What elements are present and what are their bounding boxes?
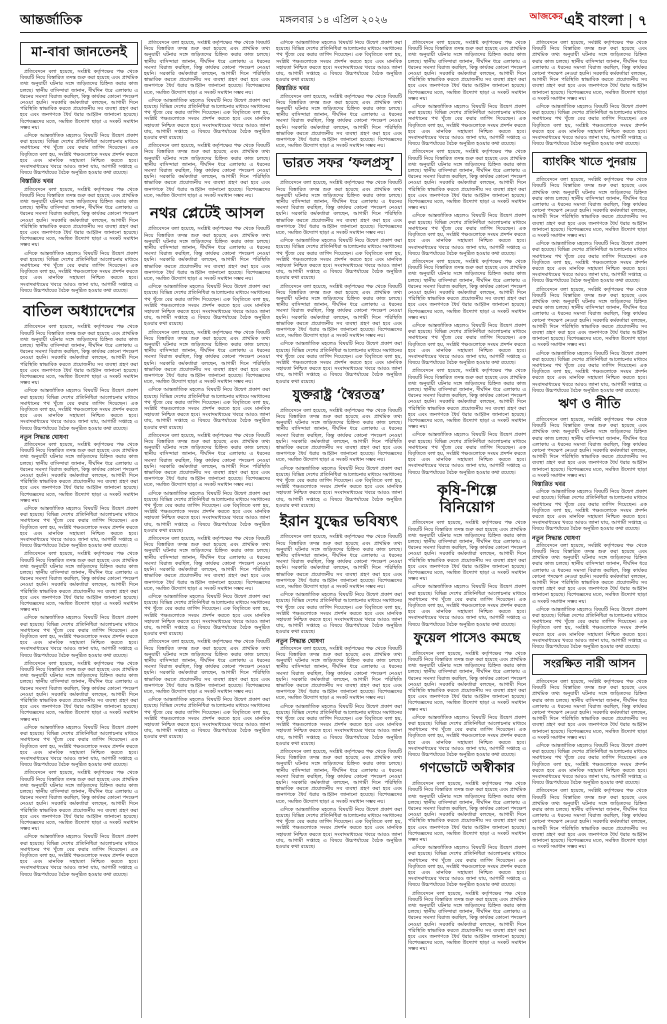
article-headline: ঋণ ও নীতি: [558, 397, 621, 412]
article-columns: [20, 40, 647, 1018]
column-divider: [405, 40, 406, 1018]
article-body: প্রতিবেদনে বলা হয়েছে, সংশ্লিষ্ট কর্তৃপক্ষের পক্ষ থেকে বিষয়টি নিয়ে বিস্তারিত তদন্ত শুরু করা হয়েছে এবং প্রাথমিক তথ্য অনুযায়ী ঘটনার সঙ্গে জড়িতদের চিহ্নিত করার কাজ চলছে। স্থানীয় বাসিন্দারা জানান, দীর্ঘদিন ধরে এলাকায় এ ধরনের সমস্যা বিরাজ করছিল, কিন্তু কার্যকর কোনো পদক্ষেপ নেওয়া হয়নি। সরকারি কর্মকর্তারা বলছেন, আগামী দিনে পরিস্থিতি স্বাভাবিক করতে প্রয়োজনীয় সব ব্যবস্থা গ্রহণ করা হবে এবং জনগণকে ধৈর্য ধরার আহ্বান জানানো হয়েছে। বিশেষজ্ঞদের মতে, সমন্বিত উদ্যোগ ছাড়া এ সংকট সমাধান সম্ভব নয়। এদিকে আন্তর্জাতিক মহলেও বিষয়টি নিয়ে উদ্বেগ প্রকাশ করা হয়েছে। বিভিন্ন দেশের প্রতিনিধিরা আলোচনার মাধ্যমে সমাধানের পথ খুঁজে বের করার তাগিদ দিয়েছেন। এক বিবৃতিতে বলা হয়, সংশ্লিষ্ট পক্ষগুলোকে সংযম প্রদর্শন করতে হবে এবং মানবিক সহায়তা নিশ্চিত করতে হবে। সংবাদমাধ্যমের খবরে আরও জানা যায়, আগামী সপ্তাহে এ বিষয়ে উচ্চপর্যায়ের বৈঠক অনুষ্ঠিত হওয়ার কথা রয়েছে।: [408, 520, 526, 628]
column-2: [144, 40, 402, 1018]
article-body: প্রতিবেদনে বলা হয়েছে, সংশ্লিষ্ট কর্তৃপক্ষের পক্ষ থেকে বিষয়টি নিয়ে বিস্তারিত তদন্ত শুরু করা হয়েছে এবং প্রাথমিক তথ্য অনুযায়ী ঘটনার সঙ্গে জড়িতদের চিহ্নিত করার কাজ চলছে। স্থানীয় বাসিন্দারা জানান, দীর্ঘদিন ধরে এলাকায় এ ধরনের সমস্যা বিরাজ করছিল, কিন্তু কার্যকর কোনো পদক্ষেপ নেওয়া হয়নি। সরকারি কর্মকর্তারা বলছেন, আগামী দিনে পরিস্থিতি স্বাভাবিক করতে প্রয়োজনীয় সব ব্যবস্থা গ্রহণ করা হবে এবং জনগণকে ধৈর্য ধরার আহ্বান জানানো হয়েছে। বিশেষজ্ঞদের মতে, সমন্বিত উদ্যোগ ছাড়া এ সংকট সমাধান সম্ভব নয়। এদিকে আন্তর্জাতিক মহলেও বিষয়টি নিয়ে উদ্বেগ প্রকাশ করা হয়েছে। বিভিন্ন দেশের প্রতিনিধিরা আলোচনার মাধ্যমে সমাধানের পথ খুঁজে বের করার তাগিদ দিয়েছেন। এক বিবৃতিতে বলা হয়, সংশ্লিষ্ট পক্ষগুলোকে সংযম প্রদর্শন করতে হবে এবং মানবিক সহায়তা নিশ্চিত করতে হবে। সংবাদমাধ্যমের খবরে আরও জানা যায়, আগামী সপ্তাহে এ বিষয়ে উচ্চপর্যায়ের বৈঠক অনুষ্ঠিত হওয়ার কথা রয়েছে। প্রতিবেদনে বলা হয়েছে, সংশ্লিষ্ট কর্তৃপক্ষের পক্ষ থেকে বিষয়টি নিয়ে বিস্তারিত তদন্ত শুরু করা হয়েছে এবং প্রাথমিক তথ্য অনুযায়ী ঘটনার সঙ্গে জড়িতদের চিহ্নিত করার কাজ চলছে। স্থানীয় বাসিন্দারা জানান, দীর্ঘদিন ধরে এলাকায় এ ধরনের সমস্যা বিরাজ করছিল, কিন্তু কার্যকর কোনো পদক্ষেপ নেওয়া হয়নি। সরকারি কর্মকর্তারা বলছেন, আগামী দিনে পরিস্থিতি স্বাভাবিক করতে প্রয়োজনীয় সব ব্যবস্থা গ্রহণ করা হবে এবং জনগণকে ধৈর্য ধরার আহ্বান জানানো হয়েছে। বিশেষজ্ঞদের মতে, সমন্বিত উদ্যোগ ছাড়া এ সংকট সমাধান সম্ভব নয়। এদিকে আন্তর্জাতিক মহলেও বিষয়টি নিয়ে উদ্বেগ প্রকাশ করা হয়েছে। বিভিন্ন দেশের প্রতিনিধিরা আলোচনার মাধ্যমে সমাধানের পথ খুঁজে বের করার তাগিদ দিয়েছেন। এক বিবৃতিতে বলা হয়, সংশ্লিষ্ট পক্ষগুলোকে সংযম প্রদর্শন করতে হবে এবং মানবিক সহায়তা নিশ্চিত করতে হবে। সংবাদমাধ্যমের খবরে আরও জানা যায়, আগামী সপ্তাহে এ বিষয়ে উচ্চপর্যায়ের বৈঠক অনুষ্ঠিত হওয়ার কথা রয়েছে। প্রতিবেদনে বলা হয়েছে, সংশ্লিষ্ট কর্তৃপক্ষের পক্ষ থেকে বিষয়টি নিয়ে বিস্তারিত তদন্ত শুরু করা হয়েছে এবং প্রাথমিক তথ্য অনুযায়ী ঘটনার সঙ্গে জড়িতদের চিহ্নিত করার কাজ চলছে। স্থানীয় বাসিন্দারা জানান, দীর্ঘদিন ধরে এলাকায় এ ধরনের সমস্যা বিরাজ করছিল, কিন্তু কার্যকর কোনো পদক্ষেপ নেওয়া হয়নি। সরকারি কর্মকর্তারা বলছেন, আগামী দিনে পরিস্থিতি স্বাভাবিক করতে প্রয়োজনীয় সব ব্যবস্থা গ্রহণ করা হবে এবং জনগণকে ধৈর্য ধরার আহ্বান জানানো হয়েছে। বিশেষজ্ঞদের মতে, সমন্বিত উদ্যোগ ছাড়া এ সংকট সমাধান সম্ভব নয়। এদিকে আন্তর্জাতিক মহলেও বিষয়টি নিয়ে উদ্বেগ প্রকাশ করা হয়েছে। বিভিন্ন দেশের প্রতিনিধিরা আলোচনার মাধ্যমে সমাধানের পথ খুঁজে বের করার তাগিদ দিয়েছেন। এক বিবৃতিতে বলা হয়, সংশ্লিষ্ট পক্ষগুলোকে সংযম প্রদর্শন করতে হবে এবং মানবিক সহায়তা নিশ্চিত করতে হবে। সংবাদমাধ্যমের খবরে আরও জানা যায়, আগামী সপ্তাহে এ বিষয়ে উচ্চপর্যায়ের বৈঠক অনুষ্ঠিত হওয়ার কথা রয়েছে। প্রতিবেদনে বলা হয়েছে, সংশ্লিষ্ট কর্তৃপক্ষের পক্ষ থেকে বিষয়টি নিয়ে বিস্তারিত তদন্ত শুরু করা হয়েছে এবং প্রাথমিক তথ্য অনুযায়ী ঘটনার সঙ্গে জড়িতদের চিহ্নিত করার কাজ চলছে। স্থানীয় বাসিন্দারা জানান, দীর্ঘদিন ধরে এলাকায় এ ধরনের সমস্যা বিরাজ করছিল, কিন্তু কার্যকর কোনো পদক্ষেপ নেওয়া হয়নি। সরকারি কর্মকর্তারা বলছেন, আগামী দিনে পরিস্থিতি স্বাভাবিক করতে প্রয়োজনীয় সব ব্যবস্থা গ্রহণ করা হবে এবং জনগণকে ধৈর্য ধরার আহ্বান জানানো হয়েছে। বিশেষজ্ঞদের মতে, সমন্বিত উদ্যোগ ছাড়া এ সংকট সমাধান সম্ভব নয়। এদিকে আন্তর্জাতিক মহলেও বিষয়টি নিয়ে উদ্বেগ প্রকাশ করা হয়েছে। বিভিন্ন দেশের প্রতিনিধিরা আলোচনার মাধ্যমে সমাধানের পথ খুঁজে বের করার তাগিদ দিয়েছেন। এক বিবৃতিতে বলা হয়, সংশ্লিষ্ট পক্ষগুলোকে সংযম প্রদর্শন করতে হবে এবং মানবিক সহায়তা নিশ্চিত করতে হবে। সংবাদমাধ্যমের খবরে আরও জানা যায়, আগামী সপ্তাহে এ বিষয়ে উচ্চপর্যায়ের বৈঠক অনুষ্ঠিত হওয়ার কথা রয়েছে।: [408, 40, 526, 476]
article-body: প্রতিবেদনে বলা হয়েছে, সংশ্লিষ্ট কর্তৃপক্ষের পক্ষ থেকে বিষয়টি নিয়ে বিস্তারিত তদন্ত শুরু করা হয়েছে এবং প্রাথমিক তথ্য অনুযায়ী ঘটনার সঙ্গে জড়িতদের চিহ্নিত করার কাজ চলছে। স্থানীয় বাসিন্দারা জানান, দীর্ঘদিন ধরে এলাকায় এ ধরনের সমস্যা বিরাজ করছিল, কিন্তু কার্যকর কোনো পদক্ষেপ নেওয়া হয়নি। সরকারি কর্মকর্তারা বলছেন, আগামী দিনে পরিস্থিতি স্বাভাবিক করতে প্রয়োজনীয় সব ব্যবস্থা গ্রহণ করা হবে এবং জনগণকে ধৈর্য ধরার আহ্বান জানানো হয়েছে। বিশেষজ্ঞদের মতে, সমন্বিত উদ্যোগ ছাড়া এ সংকট সমাধান সম্ভব নয়। এদিকে আন্তর্জাতিক মহলেও বিষয়টি নিয়ে উদ্বেগ প্রকাশ করা হয়েছে। বিভিন্ন দেশের প্রতিনিধিরা আলোচনার মাধ্যমে সমাধানের পথ খুঁজে বের করার তাগিদ দিয়েছেন। এক বিবৃতিতে বলা হয়, সংশ্লিষ্ট পক্ষগুলোকে সংযম প্রদর্শন করতে হবে এবং মানবিক সহায়তা নিশ্চিত করতে হবে। সংবাদমাধ্যমের খবরে আরও জানা যায়, আগামী সপ্তাহে এ বিষয়ে উচ্চপর্যায়ের বৈঠক অনুষ্ঠিত হওয়ার কথা রয়েছে।: [276, 407, 402, 509]
logo-small-text: আজকের: [529, 11, 564, 22]
article-headline: বাতিল অধ্যাদেশের: [23, 302, 135, 321]
column-divider: [529, 40, 530, 1018]
article-body: প্রতিবেদনে বলা হয়েছে, সংশ্লিষ্ট কর্তৃপক্ষের পক্ষ থেকে বিষয়টি নিয়ে বিস্তারিত তদন্ত শুরু করা হয়েছে এবং প্রাথমিক তথ্য অনুযায়ী ঘটনার সঙ্গে জড়িতদের চিহ্নিত করার কাজ চলছে। স্থানীয় বাসিন্দারা জানান, দীর্ঘদিন ধরে এলাকায় এ ধরনের সমস্যা বিরাজ করছিল, কিন্তু কার্যকর কোনো পদক্ষেপ নেওয়া হয়নি। সরকারি কর্মকর্তারা বলছেন, আগামী দিনে পরিস্থিতি স্বাভাবিক করতে প্রয়োজনীয় সব ব্যবস্থা গ্রহণ করা হবে এবং জনগণকে ধৈর্য ধরার আহ্বান জানানো হয়েছে। বিশেষজ্ঞদের মতে, সমন্বিত উদ্যোগ ছাড়া এ সংকট সমাধান সম্ভব নয়। বিস্তারিত খবর এদিকে আন্তর্জাতিক মহলেও বিষয়টি নিয়ে উদ্বেগ প্রকাশ করা হয়েছে। বিভিন্ন দেশের প্রতিনিধিরা আলোচনার মাধ্যমে সমাধানের পথ খুঁজে বের করার তাগিদ দিয়েছেন। এক বিবৃতিতে বলা হয়, সংশ্লিষ্ট পক্ষগুলোকে সংযম প্রদর্শন করতে হবে এবং মানবিক সহায়তা নিশ্চিত করতে হবে। সংবাদমাধ্যমের খবরে আরও জানা যায়, আগামী সপ্তাহে এ বিষয়ে উচ্চপর্যায়ের বৈঠক অনুষ্ঠিত হওয়ার কথা রয়েছে। নতুন সিদ্ধান্ত ঘোষণা প্রতিবেদনে বলা হয়েছে, সংশ্লিষ্ট কর্তৃপক্ষের পক্ষ থেকে বিষয়টি নিয়ে বিস্তারিত তদন্ত শুরু করা হয়েছে এবং প্রাথমিক তথ্য অনুযায়ী ঘটনার সঙ্গে জড়িতদের চিহ্নিত করার কাজ চলছে। স্থানীয় বাসিন্দারা জানান, দীর্ঘদিন ধরে এলাকায় এ ধরনের সমস্যা বিরাজ করছিল, কিন্তু কার্যকর কোনো পদক্ষেপ নেওয়া হয়নি। সরকারি কর্মকর্তারা বলছেন, আগামী দিনে পরিস্থিতি স্বাভাবিক করতে প্রয়োজনীয় সব ব্যবস্থা গ্রহণ করা হবে এবং জনগণকে ধৈর্য ধরার আহ্বান জানানো হয়েছে। বিশেষজ্ঞদের মতে, সমন্বিত উদ্যোগ ছাড়া এ সংকট সমাধান সম্ভব নয়। এদিকে আন্তর্জাতিক মহলেও বিষয়টি নিয়ে উদ্বেগ প্রকাশ করা হয়েছে। বিভিন্ন দেশের প্রতিনিধিরা আলোচনার মাধ্যমে সমাধানের পথ খুঁজে বের করার তাগিদ দিয়েছেন। এক বিবৃতিতে বলা হয়, সংশ্লিষ্ট পক্ষগুলোকে সংযম প্রদর্শন করতে হবে এবং মানবিক সহায়তা নিশ্চিত করতে হবে। সংবাদমাধ্যমের খবরে আরও জানা যায়, আগামী সপ্তাহে এ বিষয়ে উচ্চপর্যায়ের বৈঠক অনুষ্ঠিত হওয়ার কথা রয়েছে।: [532, 416, 647, 651]
article-headline: গণভোটে অস্বীকার: [419, 761, 515, 777]
publication-date: মঙ্গলবার ১৪ এপ্রিল ২০২৬: [279, 14, 388, 26]
column-2a: [144, 40, 270, 1018]
column-4: [532, 40, 647, 1018]
article-headline: কৃষি-শিল্পে বিনিয়োগ: [437, 480, 497, 517]
article-headline: ভারত সফর ‘ফলপ্রসূ’: [276, 153, 402, 176]
article-body: প্রতিবেদনে বলা হয়েছে, সংশ্লিষ্ট কর্তৃপক্ষের পক্ষ থেকে বিষয়টি নিয়ে বিস্তারিত তদন্ত শুরু করা হয়েছে এবং প্রাথমিক তথ্য অনুযায়ী ঘটনার সঙ্গে জড়িতদের চিহ্নিত করার কাজ চলছে। স্থানীয় বাসিন্দারা জানান, দীর্ঘদিন ধরে এলাকায় এ ধরনের সমস্যা বিরাজ করছিল, কিন্তু কার্যকর কোনো পদক্ষেপ নেওয়া হয়নি। সরকারি কর্মকর্তারা বলছেন, আগামী দিনে পরিস্থিতি স্বাভাবিক করতে প্রয়োজনীয় সব ব্যবস্থা গ্রহণ করা হবে এবং জনগণকে ধৈর্য ধরার আহ্বান জানানো হয়েছে। বিশেষজ্ঞদের মতে, সমন্বিত উদ্যোগ ছাড়া এ সংকট সমাধান সম্ভব নয়। এদিকে আন্তর্জাতিক মহলেও বিষয়টি নিয়ে উদ্বেগ প্রকাশ করা হয়েছে। বিভিন্ন দেশের প্রতিনিধিরা আলোচনার মাধ্যমে সমাধানের পথ খুঁজে বের করার তাগিদ দিয়েছেন। এক বিবৃতিতে বলা হয়, সংশ্লিষ্ট পক্ষগুলোকে সংযম প্রদর্শন করতে হবে এবং মানবিক সহায়তা নিশ্চিত করতে হবে। সংবাদমাধ্যমের খবরে আরও জানা যায়, আগামী সপ্তাহে এ বিষয়ে উচ্চপর্যায়ের বৈঠক অনুষ্ঠিত হওয়ার কথা রয়েছে। প্রতিবেদনে বলা হয়েছে, সংশ্লিষ্ট কর্তৃপক্ষের পক্ষ থেকে বিষয়টি নিয়ে বিস্তারিত তদন্ত শুরু করা হয়েছে এবং প্রাথমিক তথ্য অনুযায়ী ঘটনার সঙ্গে জড়িতদের চিহ্নিত করার কাজ চলছে। স্থানীয় বাসিন্দারা জানান, দীর্ঘদিন ধরে এলাকায় এ ধরনের সমস্যা বিরাজ করছিল, কিন্তু কার্যকর কোনো পদক্ষেপ নেওয়া হয়নি। সরকারি কর্মকর্তারা বলছেন, আগামী দিনে পরিস্থিতি স্বাভাবিক করতে প্রয়োজনীয় সব ব্যবস্থা গ্রহণ করা হবে এবং জনগণকে ধৈর্য ধরার আহ্বান জানানো হয়েছে। বিশেষজ্ঞদের মতে, সমন্বিত উদ্যোগ ছাড়া এ সংকট সমাধান সম্ভব নয়। এদিকে আন্তর্জাতিক মহলেও বিষয়টি নিয়ে উদ্বেগ প্রকাশ করা হয়েছে। বিভিন্ন দেশের প্রতিনিধিরা আলোচনার মাধ্যমে সমাধানের পথ খুঁজে বের করার তাগিদ দিয়েছেন। এক বিবৃতিতে বলা হয়, সংশ্লিষ্ট পক্ষগুলোকে সংযম প্রদর্শন করতে হবে এবং মানবিক সহায়তা নিশ্চিত করতে হবে। সংবাদমাধ্যমের খবরে আরও জানা যায়, আগামী সপ্তাহে এ বিষয়ে উচ্চপর্যায়ের বৈঠক অনুষ্ঠিত হওয়ার কথা রয়েছে।: [532, 177, 647, 394]
article-headline: যুক্তরাষ্ট্র ‘স্বৈরতন্ত্র’: [292, 387, 386, 403]
article-body: প্রতিবেদনে বলা হয়েছে, সংশ্লিষ্ট কর্তৃপক্ষের পক্ষ থেকে বিষয়টি নিয়ে বিস্তারিত তদন্ত শুরু করা হয়েছে এবং প্রাথমিক তথ্য অনুযায়ী ঘটনার সঙ্গে জড়িতদের চিহ্নিত করার কাজ চলছে। স্থানীয় বাসিন্দারা জানান, দীর্ঘদিন ধরে এলাকায় এ ধরনের সমস্যা বিরাজ করছিল, কিন্তু কার্যকর কোনো পদক্ষেপ নেওয়া হয়নি। সরকারি কর্মকর্তারা বলছেন, আগামী দিনে পরিস্থিতি স্বাভাবিক করতে প্রয়োজনীয় সব ব্যবস্থা গ্রহণ করা হবে এবং জনগণকে ধৈর্য ধরার আহ্বান জানানো হয়েছে। বিশেষজ্ঞদের মতে, সমন্বিত উদ্যোগ ছাড়া এ সংকট সমাধান সম্ভব নয়। এদিকে আন্তর্জাতিক মহলেও বিষয়টি নিয়ে উদ্বেগ প্রকাশ করা হয়েছে। বিভিন্ন দেশের প্রতিনিধিরা আলোচনার মাধ্যমে সমাধানের পথ খুঁজে বের করার তাগিদ দিয়েছেন। এক বিবৃতিতে বলা হয়, সংশ্লিষ্ট পক্ষগুলোকে সংযম প্রদর্শন করতে হবে এবং মানবিক সহায়তা নিশ্চিত করতে হবে। সংবাদমাধ্যমের খবরে আরও জানা যায়, আগামী সপ্তাহে এ বিষয়ে উচ্চপর্যায়ের বৈঠক অনুষ্ঠিত হওয়ার কথা রয়েছে। প্রতিবেদনে বলা হয়েছে, সংশ্লিষ্ট কর্তৃপক্ষের পক্ষ থেকে বিষয়টি নিয়ে বিস্তারিত তদন্ত শুরু করা হয়েছে এবং প্রাথমিক তথ্য অনুযায়ী ঘটনার সঙ্গে জড়িতদের চিহ্নিত করার কাজ চলছে। স্থানীয় বাসিন্দারা জানান, দীর্ঘদিন ধরে এলাকায় এ ধরনের সমস্যা বিরাজ করছিল, কিন্তু কার্যকর কোনো পদক্ষেপ নেওয়া হয়নি। সরকারি কর্মকর্তারা বলছেন, আগামী দিনে পরিস্থিতি স্বাভাবিক করতে প্রয়োজনীয় সব ব্যবস্থা গ্রহণ করা হবে এবং জনগণকে ধৈর্য ধরার আহ্বান জানানো হয়েছে। বিশেষজ্ঞদের মতে, সমন্বিত উদ্যোগ ছাড়া এ সংকট সমাধান সম্ভব নয়।: [532, 678, 647, 851]
article-headline: ইরান যুদ্ধের ভবিষ্যৎ: [279, 512, 399, 531]
header-separator: |: [628, 13, 633, 29]
article-headline: ব্যাংকিং খাতে পুনরায়: [532, 152, 647, 173]
article-body: প্রতিবেদনে বলা হয়েছে, সংশ্লিষ্ট কর্তৃপক্ষের পক্ষ থেকে বিষয়টি নিয়ে বিস্তারিত তদন্ত শুরু করা হয়েছে এবং প্রাথমিক তথ্য অনুযায়ী ঘটনার সঙ্গে জড়িতদের চিহ্নিত করার কাজ চলছে। স্থানীয় বাসিন্দারা জানান, দীর্ঘদিন ধরে এলাকায় এ ধরনের সমস্যা বিরাজ করছিল, কিন্তু কার্যকর কোনো পদক্ষেপ নেওয়া হয়নি। সরকারি কর্মকর্তারা বলছেন, আগামী দিনে পরিস্থিতি স্বাভাবিক করতে প্রয়োজনীয় সব ব্যবস্থা গ্রহণ করা হবে এবং জনগণকে ধৈর্য ধরার আহ্বান জানানো হয়েছে। বিশেষজ্ঞদের মতে, সমন্বিত উদ্যোগ ছাড়া এ সংকট সমাধান সম্ভব নয়। এদিকে আন্তর্জাতিক মহলেও বিষয়টি নিয়ে উদ্বেগ প্রকাশ করা হয়েছে। বিভিন্ন দেশের প্রতিনিধিরা আলোচনার মাধ্যমে সমাধানের পথ খুঁজে বের করার তাগিদ দিয়েছেন। এক বিবৃতিতে বলা হয়, সংশ্লিষ্ট পক্ষগুলোকে সংযম প্রদর্শন করতে হবে এবং মানবিক সহায়তা নিশ্চিত করতে হবে। সংবাদমাধ্যমের খবরে আরও জানা যায়, আগামী সপ্তাহে এ বিষয়ে উচ্চপর্যায়ের বৈঠক অনুষ্ঠিত হওয়ার কথা রয়েছে।: [532, 40, 647, 148]
column-1: [20, 40, 138, 1018]
article-headline: সংরক্ষিত নারী আসন: [532, 654, 647, 675]
article-headline: ফুয়েল পাসেও কমছে: [413, 630, 521, 646]
article-body: প্রতিবেদনে বলা হয়েছে, সংশ্লিষ্ট কর্তৃপক্ষের পক্ষ থেকে বিষয়টি নিয়ে বিস্তারিত তদন্ত শুরু করা হয়েছে এবং প্রাথমিক তথ্য অনুযায়ী ঘটনার সঙ্গে জড়িতদের চিহ্নিত করার কাজ চলছে। স্থানীয় বাসিন্দারা জানান, দীর্ঘদিন ধরে এলাকায় এ ধরনের সমস্যা বিরাজ করছিল, কিন্তু কার্যকর কোনো পদক্ষেপ নেওয়া হয়নি। সরকারি কর্মকর্তারা বলছেন, আগামী দিনে পরিস্থিতি স্বাভাবিক করতে প্রয়োজনীয় সব ব্যবস্থা গ্রহণ করা হবে এবং জনগণকে ধৈর্য ধরার আহ্বান জানানো হয়েছে। বিশেষজ্ঞদের মতে, সমন্বিত উদ্যোগ ছাড়া এ সংকট সমাধান সম্ভব নয়। এদিকে আন্তর্জাতিক মহলেও বিষয়টি নিয়ে উদ্বেগ প্রকাশ করা হয়েছে। বিভিন্ন দেশের প্রতিনিধিরা আলোচনার মাধ্যমে সমাধানের পথ খুঁজে বের করার তাগিদ দিয়েছেন। এক বিবৃতিতে বলা হয়, সংশ্লিষ্ট পক্ষগুলোকে সংযম প্রদর্শন করতে হবে এবং মানবিক সহায়তা নিশ্চিত করতে হবে। সংবাদমাধ্যমের খবরে আরও জানা যায়, আগামী সপ্তাহে এ বিষয়ে উচ্চপর্যায়ের বৈঠক অনুষ্ঠিত হওয়ার কথা রয়েছে।: [408, 650, 526, 758]
article-body: প্রতিবেদনে বলা হয়েছে, সংশ্লিষ্ট কর্তৃপক্ষের পক্ষ থেকে বিষয়টি নিয়ে বিস্তারিত তদন্ত শুরু করা হয়েছে এবং প্রাথমিক তথ্য অনুযায়ী ঘটনার সঙ্গে জড়িতদের চিহ্নিত করার কাজ চলছে। স্থানীয় বাসিন্দারা জানান, দীর্ঘদিন ধরে এলাকায় এ ধরনের সমস্যা বিরাজ করছিল, কিন্তু কার্যকর কোনো পদক্ষেপ নেওয়া হয়নি। সরকারি কর্মকর্তারা বলছেন, আগামী দিনে পরিস্থিতি স্বাভাবিক করতে প্রয়োজনীয় সব ব্যবস্থা গ্রহণ করা হবে এবং জনগণকে ধৈর্য ধরার আহ্বান জানানো হয়েছে। বিশেষজ্ঞদের মতে, সমন্বিত উদ্যোগ ছাড়া এ সংকট সমাধান সম্ভব নয়। এদিকে আন্তর্জাতিক মহলেও বিষয়টি নিয়ে উদ্বেগ প্রকাশ করা হয়েছে। বিভিন্ন দেশের প্রতিনিধিরা আলোচনার মাধ্যমে সমাধানের পথ খুঁজে বের করার তাগিদ দিয়েছেন। এক বিবৃতিতে বলা হয়, সংশ্লিষ্ট পক্ষগুলোকে সংযম প্রদর্শন করতে হবে এবং মানবিক সহায়তা নিশ্চিত করতে হবে। সংবাদমাধ্যমের খবরে আরও জানা যায়, আগামী সপ্তাহে এ বিষয়ে উচ্চপর্যায়ের বৈঠক অনুষ্ঠিত হওয়ার কথা রয়েছে। প্রতিবেদনে বলা হয়েছে, সংশ্লিষ্ট কর্তৃপক্ষের পক্ষ থেকে বিষয়টি নিয়ে বিস্তারিত তদন্ত শুরু করা হয়েছে এবং প্রাথমিক তথ্য অনুযায়ী ঘটনার সঙ্গে জড়িতদের চিহ্নিত করার কাজ চলছে। স্থানীয় বাসিন্দারা জানান, দীর্ঘদিন ধরে এলাকায় এ ধরনের সমস্যা বিরাজ করছিল, কিন্তু কার্যকর কোনো পদক্ষেপ নেওয়া হয়নি। সরকারি কর্মকর্তারা বলছেন, আগামী দিনে পরিস্থিতি স্বাভাবিক করতে প্রয়োজনীয় সব ব্যবস্থা গ্রহণ করা হবে এবং জনগণকে ধৈর্য ধরার আহ্বান জানানো হয়েছে। বিশেষজ্ঞদের মতে, সমন্বিত উদ্যোগ ছাড়া এ সংকট সমাধান সম্ভব নয়।: [408, 781, 526, 953]
article-body: প্রতিবেদনে বলা হয়েছে, সংশ্লিষ্ট কর্তৃপক্ষের পক্ষ থেকে বিষয়টি নিয়ে বিস্তারিত তদন্ত শুরু করা হয়েছে এবং প্রাথমিক তথ্য অনুযায়ী ঘটনার সঙ্গে জড়িতদের চিহ্নিত করার কাজ চলছে। স্থানীয় বাসিন্দারা জানান, দীর্ঘদিন ধরে এলাকায় এ ধরনের সমস্যা বিরাজ করছিল, কিন্তু কার্যকর কোনো পদক্ষেপ নেওয়া হয়নি। সরকারি কর্মকর্তারা বলছেন, আগামী দিনে পরিস্থিতি স্বাভাবিক করতে প্রয়োজনীয় সব ব্যবস্থা গ্রহণ করা হবে এবং জনগণকে ধৈর্য ধরার আহ্বান জানানো হয়েছে। বিশেষজ্ঞদের মতে, সমন্বিত উদ্যোগ ছাড়া এ সংকট সমাধান সম্ভব নয়। এদিকে আন্তর্জাতিক মহলেও বিষয়টি নিয়ে উদ্বেগ প্রকাশ করা হয়েছে। বিভিন্ন দেশের প্রতিনিধিরা আলোচনার মাধ্যমে সমাধানের পথ খুঁজে বের করার তাগিদ দিয়েছেন। এক বিবৃতিতে বলা হয়, সংশ্লিষ্ট পক্ষগুলোকে সংযম প্রদর্শন করতে হবে এবং মানবিক সহায়তা নিশ্চিত করতে হবে। সংবাদমাধ্যমের খবরে আরও জানা যায়, আগামী সপ্তাহে এ বিষয়ে উচ্চপর্যায়ের বৈঠক অনুষ্ঠিত হওয়ার কথা রয়েছে। প্রতিবেদনে বলা হয়েছে, সংশ্লিষ্ট কর্তৃপক্ষের পক্ষ থেকে বিষয়টি নিয়ে বিস্তারিত তদন্ত শুরু করা হয়েছে এবং প্রাথমিক তথ্য অনুযায়ী ঘটনার সঙ্গে জড়িতদের চিহ্নিত করার কাজ চলছে। স্থানীয় বাসিন্দারা জানান, দীর্ঘদিন ধরে এলাকায় এ ধরনের সমস্যা বিরাজ করছিল, কিন্তু কার্যকর কোনো পদক্ষেপ নেওয়া হয়নি। সরকারি কর্মকর্তারা বলছেন, আগামী দিনে পরিস্থিতি স্বাভাবিক করতে প্রয়োজনীয় সব ব্যবস্থা গ্রহণ করা হবে এবং জনগণকে ধৈর্য ধরার আহ্বান জানানো হয়েছে। বিশেষজ্ঞদের মতে, সমন্বিত উদ্যোগ ছাড়া এ সংকট সমাধান সম্ভব নয়।: [144, 40, 270, 199]
article-headline: নথর প্লেটেই আসল: [149, 204, 265, 223]
article-body: প্রতিবেদনে বলা হয়েছে, সংশ্লিষ্ট কর্তৃপক্ষের পক্ষ থেকে বিষয়টি নিয়ে বিস্তারিত তদন্ত শুরু করা হয়েছে এবং প্রাথমিক তথ্য অনুযায়ী ঘটনার সঙ্গে জড়িতদের চিহ্নিত করার কাজ চলছে। স্থানীয় বাসিন্দারা জানান, দীর্ঘদিন ধরে এলাকায় এ ধরনের সমস্যা বিরাজ করছিল, কিন্তু কার্যকর কোনো পদক্ষেপ নেওয়া হয়নি। সরকারি কর্মকর্তারা বলছেন, আগামী দিনে পরিস্থিতি স্বাভাবিক করতে প্রয়োজনীয় সব ব্যবস্থা গ্রহণ করা হবে এবং জনগণকে ধৈর্য ধরার আহ্বান জানানো হয়েছে। বিশেষজ্ঞদের মতে, সমন্বিত উদ্যোগ ছাড়া এ সংকট সমাধান সম্ভব নয়। এদিকে আন্তর্জাতিক মহলেও বিষয়টি নিয়ে উদ্বেগ প্রকাশ করা হয়েছে। বিভিন্ন দেশের প্রতিনিধিরা আলোচনার মাধ্যমে সমাধানের পথ খুঁজে বের করার তাগিদ দিয়েছেন। এক বিবৃতিতে বলা হয়, সংশ্লিষ্ট পক্ষগুলোকে সংযম প্রদর্শন করতে হবে এবং মানবিক সহায়তা নিশ্চিত করতে হবে। সংবাদমাধ্যমের খবরে আরও জানা যায়, আগামী সপ্তাহে এ বিষয়ে উচ্চপর্যায়ের বৈঠক অনুষ্ঠিত হওয়ার কথা রয়েছে। বিস্তারিত খবর প্রতিবেদনে বলা হয়েছে, সংশ্লিষ্ট কর্তৃপক্ষের পক্ষ থেকে বিষয়টি নিয়ে বিস্তারিত তদন্ত শুরু করা হয়েছে এবং প্রাথমিক তথ্য অনুযায়ী ঘটনার সঙ্গে জড়িতদের চিহ্নিত করার কাজ চলছে। স্থানীয় বাসিন্দারা জানান, দীর্ঘদিন ধরে এলাকায় এ ধরনের সমস্যা বিরাজ করছিল, কিন্তু কার্যকর কোনো পদক্ষেপ নেওয়া হয়নি। সরকারি কর্মকর্তারা বলছেন, আগামী দিনে পরিস্থিতি স্বাভাবিক করতে প্রয়োজনীয় সব ব্যবস্থা গ্রহণ করা হবে এবং জনগণকে ধৈর্য ধরার আহ্বান জানানো হয়েছে। বিশেষজ্ঞদের মতে, সমন্বিত উদ্যোগ ছাড়া এ সংকট সমাধান সম্ভব নয়। এদিকে আন্তর্জাতিক মহলেও বিষয়টি নিয়ে উদ্বেগ প্রকাশ করা হয়েছে। বিভিন্ন দেশের প্রতিনিধিরা আলোচনার মাধ্যমে সমাধানের পথ খুঁজে বের করার তাগিদ দিয়েছেন। এক বিবৃতিতে বলা হয়, সংশ্লিষ্ট পক্ষগুলোকে সংযম প্রদর্শন করতে হবে এবং মানবিক সহায়তা নিশ্চিত করতে হবে। সংবাদমাধ্যমের খবরে আরও জানা যায়, আগামী সপ্তাহে এ বিষয়ে উচ্চপর্যায়ের বৈঠক অনুষ্ঠিত হওয়ার কথা রয়েছে।: [20, 68, 138, 294]
column-divider: [141, 40, 142, 1018]
section-title: আন্তর্জাতিক: [20, 12, 83, 28]
article-body: প্রতিবেদনে বলা হয়েছে, সংশ্লিষ্ট কর্তৃপক্ষের পক্ষ থেকে বিষয়টি নিয়ে বিস্তারিত তদন্ত শুরু করা হয়েছে এবং প্রাথমিক তথ্য অনুযায়ী ঘটনার সঙ্গে জড়িতদের চিহ্নিত করার কাজ চলছে। স্থানীয় বাসিন্দারা জানান, দীর্ঘদিন ধরে এলাকায় এ ধরনের সমস্যা বিরাজ করছিল, কিন্তু কার্যকর কোনো পদক্ষেপ নেওয়া হয়নি। সরকারি কর্মকর্তারা বলছেন, আগামী দিনে পরিস্থিতি স্বাভাবিক করতে প্রয়োজনীয় সব ব্যবস্থা গ্রহণ করা হবে এবং জনগণকে ধৈর্য ধরার আহ্বান জানানো হয়েছে। বিশেষজ্ঞদের মতে, সমন্বিত উদ্যোগ ছাড়া এ সংকট সমাধান সম্ভব নয়। এদিকে আন্তর্জাতিক মহলেও বিষয়টি নিয়ে উদ্বেগ প্রকাশ করা হয়েছে। বিভিন্ন দেশের প্রতিনিধিরা আলোচনার মাধ্যমে সমাধানের পথ খুঁজে বের করার তাগিদ দিয়েছেন। এক বিবৃতিতে বলা হয়, সংশ্লিষ্ট পক্ষগুলোকে সংযম প্রদর্শন করতে হবে এবং মানবিক সহায়তা নিশ্চিত করতে হবে। সংবাদমাধ্যমের খবরে আরও জানা যায়, আগামী সপ্তাহে এ বিষয়ে উচ্চপর্যায়ের বৈঠক অনুষ্ঠিত হওয়ার কথা রয়েছে। প্রতিবেদনে বলা হয়েছে, সংশ্লিষ্ট কর্তৃপক্ষের পক্ষ থেকে বিষয়টি নিয়ে বিস্তারিত তদন্ত শুরু করা হয়েছে এবং প্রাথমিক তথ্য অনুযায়ী ঘটনার সঙ্গে জড়িতদের চিহ্নিত করার কাজ চলছে। স্থানীয় বাসিন্দারা জানান, দীর্ঘদিন ধরে এলাকায় এ ধরনের সমস্যা বিরাজ করছিল, কিন্তু কার্যকর কোনো পদক্ষেপ নেওয়া হয়নি। সরকারি কর্মকর্তারা বলছেন, আগামী দিনে পরিস্থিতি স্বাভাবিক করতে প্রয়োজনীয় সব ব্যবস্থা গ্রহণ করা হবে এবং জনগণকে ধৈর্য ধরার আহ্বান জানানো হয়েছে। বিশেষজ্ঞদের মতে, সমন্বিত উদ্যোগ ছাড়া এ সংকট সমাধান সম্ভব নয়। এদিকে আন্তর্জাতিক মহলেও বিষয়টি নিয়ে উদ্বেগ প্রকাশ করা হয়েছে। বিভিন্ন দেশের প্রতিনিধিরা আলোচনার মাধ্যমে সমাধানের পথ খুঁজে বের করার তাগিদ দিয়েছেন। এক বিবৃতিতে বলা হয়, সংশ্লিষ্ট পক্ষগুলোকে সংযম প্রদর্শন করতে হবে এবং মানবিক সহায়তা নিশ্চিত করতে হবে। সংবাদমাধ্যমের খবরে আরও জানা যায়, আগামী সপ্তাহে এ বিষয়ে উচ্চপর্যায়ের বৈঠক অনুষ্ঠিত হওয়ার কথা রয়েছে।: [276, 180, 402, 385]
logo-text: এই বাংলা: [564, 10, 624, 29]
page-header: [20, 10, 647, 33]
page-number: ৭: [637, 13, 647, 29]
article-body: এদিকে আন্তর্জাতিক মহলেও বিষয়টি নিয়ে উদ্বেগ প্রকাশ করা হয়েছে। বিভিন্ন দেশের প্রতিনিধিরা আলোচনার মাধ্যমে সমাধানের পথ খুঁজে বের করার তাগিদ দিয়েছেন। এক বিবৃতিতে বলা হয়, সংশ্লিষ্ট পক্ষগুলোকে সংযম প্রদর্শন করতে হবে এবং মানবিক সহায়তা নিশ্চিত করতে হবে। সংবাদমাধ্যমের খবরে আরও জানা যায়, আগামী সপ্তাহে এ বিষয়ে উচ্চপর্যায়ের বৈঠক অনুষ্ঠিত হওয়ার কথা রয়েছে। বিস্তারিত খবর প্রতিবেদনে বলা হয়েছে, সংশ্লিষ্ট কর্তৃপক্ষের পক্ষ থেকে বিষয়টি নিয়ে বিস্তারিত তদন্ত শুরু করা হয়েছে এবং প্রাথমিক তথ্য অনুযায়ী ঘটনার সঙ্গে জড়িতদের চিহ্নিত করার কাজ চলছে। স্থানীয় বাসিন্দারা জানান, দীর্ঘদিন ধরে এলাকায় এ ধরনের সমস্যা বিরাজ করছিল, কিন্তু কার্যকর কোনো পদক্ষেপ নেওয়া হয়নি। সরকারি কর্মকর্তারা বলছেন, আগামী দিনে পরিস্থিতি স্বাভাবিক করতে প্রয়োজনীয় সব ব্যবস্থা গ্রহণ করা হবে এবং জনগণকে ধৈর্য ধরার আহ্বান জানানো হয়েছে। বিশেষজ্ঞদের মতে, সমন্বিত উদ্যোগ ছাড়া এ সংকট সমাধান সম্ভব নয়।: [276, 40, 402, 150]
article-headline: মা-বাবা জানতেনই: [20, 42, 138, 65]
article-body: প্রতিবেদনে বলা হয়েছে, সংশ্লিষ্ট কর্তৃপক্ষের পক্ষ থেকে বিষয়টি নিয়ে বিস্তারিত তদন্ত শুরু করা হয়েছে এবং প্রাথমিক তথ্য অনুযায়ী ঘটনার সঙ্গে জড়িতদের চিহ্নিত করার কাজ চলছে। স্থানীয় বাসিন্দারা জানান, দীর্ঘদিন ধরে এলাকায় এ ধরনের সমস্যা বিরাজ করছিল, কিন্তু কার্যকর কোনো পদক্ষেপ নেওয়া হয়নি। সরকারি কর্মকর্তারা বলছেন, আগামী দিনে পরিস্থিতি স্বাভাবিক করতে প্রয়োজনীয় সব ব্যবস্থা গ্রহণ করা হবে এবং জনগণকে ধৈর্য ধরার আহ্বান জানানো হয়েছে। বিশেষজ্ঞদের মতে, সমন্বিত উদ্যোগ ছাড়া এ সংকট সমাধান সম্ভব নয়। এদিকে আন্তর্জাতিক মহলেও বিষয়টি নিয়ে উদ্বেগ প্রকাশ করা হয়েছে। বিভিন্ন দেশের প্রতিনিধিরা আলোচনার মাধ্যমে সমাধানের পথ খুঁজে বের করার তাগিদ দিয়েছেন। এক বিবৃতিতে বলা হয়, সংশ্লিষ্ট পক্ষগুলোকে সংযম প্রদর্শন করতে হবে এবং মানবিক সহায়তা নিশ্চিত করতে হবে। সংবাদমাধ্যমের খবরে আরও জানা যায়, আগামী সপ্তাহে এ বিষয়ে উচ্চপর্যায়ের বৈঠক অনুষ্ঠিত হওয়ার কথা রয়েছে। নতুন সিদ্ধান্ত ঘোষণা প্রতিবেদনে বলা হয়েছে, সংশ্লিষ্ট কর্তৃপক্ষের পক্ষ থেকে বিষয়টি নিয়ে বিস্তারিত তদন্ত শুরু করা হয়েছে এবং প্রাথমিক তথ্য অনুযায়ী ঘটনার সঙ্গে জড়িতদের চিহ্নিত করার কাজ চলছে। স্থানীয় বাসিন্দারা জানান, দীর্ঘদিন ধরে এলাকায় এ ধরনের সমস্যা বিরাজ করছিল, কিন্তু কার্যকর কোনো পদক্ষেপ নেওয়া হয়নি। সরকারি কর্মকর্তারা বলছেন, আগামী দিনে পরিস্থিতি স্বাভাবিক করতে প্রয়োজনীয় সব ব্যবস্থা গ্রহণ করা হবে এবং জনগণকে ধৈর্য ধরার আহ্বান জানানো হয়েছে। বিশেষজ্ঞদের মতে, সমন্বিত উদ্যোগ ছাড়া এ সংকট সমাধান সম্ভব নয়। এদিকে আন্তর্জাতিক মহলেও বিষয়টি নিয়ে উদ্বেগ প্রকাশ করা হয়েছে। বিভিন্ন দেশের প্রতিনিধিরা আলোচনার মাধ্যমে সমাধানের পথ খুঁজে বের করার তাগিদ দিয়েছেন। এক বিবৃতিতে বলা হয়, সংশ্লিষ্ট পক্ষগুলোকে সংযম প্রদর্শন করতে হবে এবং মানবিক সহায়তা নিশ্চিত করতে হবে। সংবাদমাধ্যমের খবরে আরও জানা যায়, আগামী সপ্তাহে এ বিষয়ে উচ্চপর্যায়ের বৈঠক অনুষ্ঠিত হওয়ার কথা রয়েছে। প্রতিবেদনে বলা হয়েছে, সংশ্লিষ্ট কর্তৃপক্ষের পক্ষ থেকে বিষয়টি নিয়ে বিস্তারিত তদন্ত শুরু করা হয়েছে এবং প্রাথমিক তথ্য অনুযায়ী ঘটনার সঙ্গে জড়িতদের চিহ্নিত করার কাজ চলছে। স্থানীয় বাসিন্দারা জানান, দীর্ঘদিন ধরে এলাকায় এ ধরনের সমস্যা বিরাজ করছিল, কিন্তু কার্যকর কোনো পদক্ষেপ নেওয়া হয়নি। সরকারি কর্মকর্তারা বলছেন, আগামী দিনে পরিস্থিতি স্বাভাবিক করতে প্রয়োজনীয় সব ব্যবস্থা গ্রহণ করা হবে এবং জনগণকে ধৈর্য ধরার আহ্বান জানানো হয়েছে। বিশেষজ্ঞদের মতে, সমন্বিত উদ্যোগ ছাড়া এ সংকট সমাধান সম্ভব নয়। এদিকে আন্তর্জাতিক মহলেও বিষয়টি নিয়ে উদ্বেগ প্রকাশ করা হয়েছে। বিভিন্ন দেশের প্রতিনিধিরা আলোচনার মাধ্যমে সমাধানের পথ খুঁজে বের করার তাগিদ দিয়েছেন। এক বিবৃতিতে বলা হয়, সংশ্লিষ্ট পক্ষগুলোকে সংযম প্রদর্শন করতে হবে এবং মানবিক সহায়তা নিশ্চিত করতে হবে। সংবাদমাধ্যমের খবরে আরও জানা যায়, আগামী সপ্তাহে এ বিষয়ে উচ্চপর্যায়ের বৈঠক অনুষ্ঠিত হওয়ার কথা রয়েছে।: [276, 534, 402, 851]
column-2b: [276, 40, 402, 1018]
article-body: প্রতিবেদনে বলা হয়েছে, সংশ্লিষ্ট কর্তৃপক্ষের পক্ষ থেকে বিষয়টি নিয়ে বিস্তারিত তদন্ত শুরু করা হয়েছে এবং প্রাথমিক তথ্য অনুযায়ী ঘটনার সঙ্গে জড়িতদের চিহ্নিত করার কাজ চলছে। স্থানীয় বাসিন্দারা জানান, দীর্ঘদিন ধরে এলাকায় এ ধরনের সমস্যা বিরাজ করছিল, কিন্তু কার্যকর কোনো পদক্ষেপ নেওয়া হয়নি। সরকারি কর্মকর্তারা বলছেন, আগামী দিনে পরিস্থিতি স্বাভাবিক করতে প্রয়োজনীয় সব ব্যবস্থা গ্রহণ করা হবে এবং জনগণকে ধৈর্য ধরার আহ্বান জানানো হয়েছে। বিশেষজ্ঞদের মতে, সমন্বিত উদ্যোগ ছাড়া এ সংকট সমাধান সম্ভব নয়। এদিকে আন্তর্জাতিক মহলেও বিষয়টি নিয়ে উদ্বেগ প্রকাশ করা হয়েছে। বিভিন্ন দেশের প্রতিনিধিরা আলোচনার মাধ্যমে সমাধানের পথ খুঁজে বের করার তাগিদ দিয়েছেন। এক বিবৃতিতে বলা হয়, সংশ্লিষ্ট পক্ষগুলোকে সংযম প্রদর্শন করতে হবে এবং মানবিক সহায়তা নিশ্চিত করতে হবে। সংবাদমাধ্যমের খবরে আরও জানা যায়, আগামী সপ্তাহে এ বিষয়ে উচ্চপর্যায়ের বৈঠক অনুষ্ঠিত হওয়ার কথা রয়েছে। প্রতিবেদনে বলা হয়েছে, সংশ্লিষ্ট কর্তৃপক্ষের পক্ষ থেকে বিষয়টি নিয়ে বিস্তারিত তদন্ত শুরু করা হয়েছে এবং প্রাথমিক তথ্য অনুযায়ী ঘটনার সঙ্গে জড়িতদের চিহ্নিত করার কাজ চলছে। স্থানীয় বাসিন্দারা জানান, দীর্ঘদিন ধরে এলাকায় এ ধরনের সমস্যা বিরাজ করছিল, কিন্তু কার্যকর কোনো পদক্ষেপ নেওয়া হয়নি। সরকারি কর্মকর্তারা বলছেন, আগামী দিনে পরিস্থিতি স্বাভাবিক করতে প্রয়োজনীয় সব ব্যবস্থা গ্রহণ করা হবে এবং জনগণকে ধৈর্য ধরার আহ্বান জানানো হয়েছে। বিশেষজ্ঞদের মতে, সমন্বিত উদ্যোগ ছাড়া এ সংকট সমাধান সম্ভব নয়। এদিকে আন্তর্জাতিক মহলেও বিষয়টি নিয়ে উদ্বেগ প্রকাশ করা হয়েছে। বিভিন্ন দেশের প্রতিনিধিরা আলোচনার মাধ্যমে সমাধানের পথ খুঁজে বের করার তাগিদ দিয়েছেন। এক বিবৃতিতে বলা হয়, সংশ্লিষ্ট পক্ষগুলোকে সংযম প্রদর্শন করতে হবে এবং মানবিক সহায়তা নিশ্চিত করতে হবে। সংবাদমাধ্যমের খবরে আরও জানা যায়, আগামী সপ্তাহে এ বিষয়ে উচ্চপর্যায়ের বৈঠক অনুষ্ঠিত হওয়ার কথা রয়েছে। প্রতিবেদনে বলা হয়েছে, সংশ্লিষ্ট কর্তৃপক্ষের পক্ষ থেকে বিষয়টি নিয়ে বিস্তারিত তদন্ত শুরু করা হয়েছে এবং প্রাথমিক তথ্য অনুযায়ী ঘটনার সঙ্গে জড়িতদের চিহ্নিত করার কাজ চলছে। স্থানীয় বাসিন্দারা জানান, দীর্ঘদিন ধরে এলাকায় এ ধরনের সমস্যা বিরাজ করছিল, কিন্তু কার্যকর কোনো পদক্ষেপ নেওয়া হয়নি। সরকারি কর্মকর্তারা বলছেন, আগামী দিনে পরিস্থিতি স্বাভাবিক করতে প্রয়োজনীয় সব ব্যবস্থা গ্রহণ করা হবে এবং জনগণকে ধৈর্য ধরার আহ্বান জানানো হয়েছে। বিশেষজ্ঞদের মতে, সমন্বিত উদ্যোগ ছাড়া এ সংকট সমাধান সম্ভব নয়। এদিকে আন্তর্জাতিক মহলেও বিষয়টি নিয়ে উদ্বেগ প্রকাশ করা হয়েছে। বিভিন্ন দেশের প্রতিনিধিরা আলোচনার মাধ্যমে সমাধানের পথ খুঁজে বের করার তাগিদ দিয়েছেন। এক বিবৃতিতে বলা হয়, সংশ্লিষ্ট পক্ষগুলোকে সংযম প্রদর্শন করতে হবে এবং মানবিক সহায়তা নিশ্চিত করতে হবে। সংবাদমাধ্যমের খবরে আরও জানা যায়, আগামী সপ্তাহে এ বিষয়ে উচ্চপর্যায়ের বৈঠক অনুষ্ঠিত হওয়ার কথা রয়েছে। প্রতিবেদনে বলা হয়েছে, সংশ্লিষ্ট কর্তৃপক্ষের পক্ষ থেকে বিষয়টি নিয়ে বিস্তারিত তদন্ত শুরু করা হয়েছে এবং প্রাথমিক তথ্য অনুযায়ী ঘটনার সঙ্গে জড়িতদের চিহ্নিত করার কাজ চলছে। স্থানীয় বাসিন্দারা জানান, দীর্ঘদিন ধরে এলাকায় এ ধরনের সমস্যা বিরাজ করছিল, কিন্তু কার্যকর কোনো পদক্ষেপ নেওয়া হয়নি। সরকারি কর্মকর্তারা বলছেন, আগামী দিনে পরিস্থিতি স্বাভাবিক করতে প্রয়োজনীয় সব ব্যবস্থা গ্রহণ করা হবে এবং জনগণকে ধৈর্য ধরার আহ্বান জানানো হয়েছে। বিশেষজ্ঞদের মতে, সমন্বিত উদ্যোগ ছাড়া এ সংকট সমাধান সম্ভব নয়। এদিকে আন্তর্জাতিক মহলেও বিষয়টি নিয়ে উদ্বেগ প্রকাশ করা হয়েছে। বিভিন্ন দেশের প্রতিনিধিরা আলোচনার মাধ্যমে সমাধানের পথ খুঁজে বের করার তাগিদ দিয়েছেন। এক বিবৃতিতে বলা হয়, সংশ্লিষ্ট পক্ষগুলোকে সংযম প্রদর্শন করতে হবে এবং মানবিক সহায়তা নিশ্চিত করতে হবে। সংবাদমাধ্যমের খবরে আরও জানা যায়, আগামী সপ্তাহে এ বিষয়ে উচ্চপর্যায়ের বৈঠক অনুষ্ঠিত হওয়ার কথা রয়েছে। প্রতিবেদনে বলা হয়েছে, সংশ্লিষ্ট কর্তৃপক্ষের পক্ষ থেকে বিষয়টি নিয়ে বিস্তারিত তদন্ত শুরু করা হয়েছে এবং প্রাথমিক তথ্য অনুযায়ী ঘটনার সঙ্গে জড়িতদের চিহ্নিত করার কাজ চলছে। স্থানীয় বাসিন্দারা জানান, দীর্ঘদিন ধরে এলাকায় এ ধরনের সমস্যা বিরাজ করছিল, কিন্তু কার্যকর কোনো পদক্ষেপ নেওয়া হয়নি। সরকারি কর্মকর্তারা বলছেন, আগামী দিনে পরিস্থিতি স্বাভাবিক করতে প্রয়োজনীয় সব ব্যবস্থা গ্রহণ করা হবে এবং জনগণকে ধৈর্য ধরার আহ্বান জানানো হয়েছে। বিশেষজ্ঞদের মতে, সমন্বিত উদ্যোগ ছাড়া এ সংকট সমাধান সম্ভব নয়। এদিকে আন্তর্জাতিক মহলেও বিষয়টি নিয়ে উদ্বেগ প্রকাশ করা হয়েছে। বিভিন্ন দেশের প্রতিনিধিরা আলোচনার মাধ্যমে সমাধানের পথ খুঁজে বের করার তাগিদ দিয়েছেন। এক বিবৃতিতে বলা হয়, সংশ্লিষ্ট পক্ষগুলোকে সংযম প্রদর্শন করতে হবে এবং মানবিক সহায়তা নিশ্চিত করতে হবে। সংবাদমাধ্যমের খবরে আরও জানা যায়, আগামী সপ্তাহে এ বিষয়ে উচ্চপর্যায়ের বৈঠক অনুষ্ঠিত হওয়ার কথা রয়েছে।: [144, 226, 270, 741]
article-body: প্রতিবেদনে বলা হয়েছে, সংশ্লিষ্ট কর্তৃপক্ষের পক্ষ থেকে বিষয়টি নিয়ে বিস্তারিত তদন্ত শুরু করা হয়েছে এবং প্রাথমিক তথ্য অনুযায়ী ঘটনার সঙ্গে জড়িতদের চিহ্নিত করার কাজ চলছে। স্থানীয় বাসিন্দারা জানান, দীর্ঘদিন ধরে এলাকায় এ ধরনের সমস্যা বিরাজ করছিল, কিন্তু কার্যকর কোনো পদক্ষেপ নেওয়া হয়নি। সরকারি কর্মকর্তারা বলছেন, আগামী দিনে পরিস্থিতি স্বাভাবিক করতে প্রয়োজনীয় সব ব্যবস্থা গ্রহণ করা হবে এবং জনগণকে ধৈর্য ধরার আহ্বান জানানো হয়েছে। বিশেষজ্ঞদের মতে, সমন্বিত উদ্যোগ ছাড়া এ সংকট সমাধান সম্ভব নয়। এদিকে আন্তর্জাতিক মহলেও বিষয়টি নিয়ে উদ্বেগ প্রকাশ করা হয়েছে। বিভিন্ন দেশের প্রতিনিধিরা আলোচনার মাধ্যমে সমাধানের পথ খুঁজে বের করার তাগিদ দিয়েছেন। এক বিবৃতিতে বলা হয়, সংশ্লিষ্ট পক্ষগুলোকে সংযম প্রদর্শন করতে হবে এবং মানবিক সহায়তা নিশ্চিত করতে হবে। সংবাদমাধ্যমের খবরে আরও জানা যায়, আগামী সপ্তাহে এ বিষয়ে উচ্চপর্যায়ের বৈঠক অনুষ্ঠিত হওয়ার কথা রয়েছে। নতুন সিদ্ধান্ত ঘোষণা প্রতিবেদনে বলা হয়েছে, সংশ্লিষ্ট কর্তৃপক্ষের পক্ষ থেকে বিষয়টি নিয়ে বিস্তারিত তদন্ত শুরু করা হয়েছে এবং প্রাথমিক তথ্য অনুযায়ী ঘটনার সঙ্গে জড়িতদের চিহ্নিত করার কাজ চলছে। স্থানীয় বাসিন্দারা জানান, দীর্ঘদিন ধরে এলাকায় এ ধরনের সমস্যা বিরাজ করছিল, কিন্তু কার্যকর কোনো পদক্ষেপ নেওয়া হয়নি। সরকারি কর্মকর্তারা বলছেন, আগামী দিনে পরিস্থিতি স্বাভাবিক করতে প্রয়োজনীয় সব ব্যবস্থা গ্রহণ করা হবে এবং জনগণকে ধৈর্য ধরার আহ্বান জানানো হয়েছে। বিশেষজ্ঞদের মতে, সমন্বিত উদ্যোগ ছাড়া এ সংকট সমাধান সম্ভব নয়। এদিকে আন্তর্জাতিক মহলেও বিষয়টি নিয়ে উদ্বেগ প্রকাশ করা হয়েছে। বিভিন্ন দেশের প্রতিনিধিরা আলোচনার মাধ্যমে সমাধানের পথ খুঁজে বের করার তাগিদ দিয়েছেন। এক বিবৃতিতে বলা হয়, সংশ্লিষ্ট পক্ষগুলোকে সংযম প্রদর্শন করতে হবে এবং মানবিক সহায়তা নিশ্চিত করতে হবে। সংবাদমাধ্যমের খবরে আরও জানা যায়, আগামী সপ্তাহে এ বিষয়ে উচ্চপর্যায়ের বৈঠক অনুষ্ঠিত হওয়ার কথা রয়েছে। প্রতিবেদনে বলা হয়েছে, সংশ্লিষ্ট কর্তৃপক্ষের পক্ষ থেকে বিষয়টি নিয়ে বিস্তারিত তদন্ত শুরু করা হয়েছে এবং প্রাথমিক তথ্য অনুযায়ী ঘটনার সঙ্গে জড়িতদের চিহ্নিত করার কাজ চলছে। স্থানীয় বাসিন্দারা জানান, দীর্ঘদিন ধরে এলাকায় এ ধরনের সমস্যা বিরাজ করছিল, কিন্তু কার্যকর কোনো পদক্ষেপ নেওয়া হয়নি। সরকারি কর্মকর্তারা বলছেন, আগামী দিনে পরিস্থিতি স্বাভাবিক করতে প্রয়োজনীয় সব ব্যবস্থা গ্রহণ করা হবে এবং জনগণকে ধৈর্য ধরার আহ্বান জানানো হয়েছে। বিশেষজ্ঞদের মতে, সমন্বিত উদ্যোগ ছাড়া এ সংকট সমাধান সম্ভব নয়। এদিকে আন্তর্জাতিক মহলেও বিষয়টি নিয়ে উদ্বেগ প্রকাশ করা হয়েছে। বিভিন্ন দেশের প্রতিনিধিরা আলোচনার মাধ্যমে সমাধানের পথ খুঁজে বের করার তাগিদ দিয়েছেন। এক বিবৃতিতে বলা হয়, সংশ্লিষ্ট পক্ষগুলোকে সংযম প্রদর্শন করতে হবে এবং মানবিক সহায়তা নিশ্চিত করতে হবে। সংবাদমাধ্যমের খবরে আরও জানা যায়, আগামী সপ্তাহে এ বিষয়ে উচ্চপর্যায়ের বৈঠক অনুষ্ঠিত হওয়ার কথা রয়েছে। প্রতিবেদনে বলা হয়েছে, সংশ্লিষ্ট কর্তৃপক্ষের পক্ষ থেকে বিষয়টি নিয়ে বিস্তারিত তদন্ত শুরু করা হয়েছে এবং প্রাথমিক তথ্য অনুযায়ী ঘটনার সঙ্গে জড়িতদের চিহ্নিত করার কাজ চলছে। স্থানীয় বাসিন্দারা জানান, দীর্ঘদিন ধরে এলাকায় এ ধরনের সমস্যা বিরাজ করছিল, কিন্তু কার্যকর কোনো পদক্ষেপ নেওয়া হয়নি। সরকারি কর্মকর্তারা বলছেন, আগামী দিনে পরিস্থিতি স্বাভাবিক করতে প্রয়োজনীয় সব ব্যবস্থা গ্রহণ করা হবে এবং জনগণকে ধৈর্য ধরার আহ্বান জানানো হয়েছে। বিশেষজ্ঞদের মতে, সমন্বিত উদ্যোগ ছাড়া এ সংকট সমাধান সম্ভব নয়। এদিকে আন্তর্জাতিক মহলেও বিষয়টি নিয়ে উদ্বেগ প্রকাশ করা হয়েছে। বিভিন্ন দেশের প্রতিনিধিরা আলোচনার মাধ্যমে সমাধানের পথ খুঁজে বের করার তাগিদ দিয়েছেন। এক বিবৃতিতে বলা হয়, সংশ্লিষ্ট পক্ষগুলোকে সংযম প্রদর্শন করতে হবে এবং মানবিক সহায়তা নিশ্চিত করতে হবে। সংবাদমাধ্যমের খবরে আরও জানা যায়, আগামী সপ্তাহে এ বিষয়ে উচ্চপর্যায়ের বৈঠক অনুষ্ঠিত হওয়ার কথা রয়েছে। প্রতিবেদনে বলা হয়েছে, সংশ্লিষ্ট কর্তৃপক্ষের পক্ষ থেকে বিষয়টি নিয়ে বিস্তারিত তদন্ত শুরু করা হয়েছে এবং প্রাথমিক তথ্য অনুযায়ী ঘটনার সঙ্গে জড়িতদের চিহ্নিত করার কাজ চলছে। স্থানীয় বাসিন্দারা জানান, দীর্ঘদিন ধরে এলাকায় এ ধরনের সমস্যা বিরাজ করছিল, কিন্তু কার্যকর কোনো পদক্ষেপ নেওয়া হয়নি। সরকারি কর্মকর্তারা বলছেন, আগামী দিনে পরিস্থিতি স্বাভাবিক করতে প্রয়োজনীয় সব ব্যবস্থা গ্রহণ করা হবে এবং জনগণকে ধৈর্য ধরার আহ্বান জানানো হয়েছে। বিশেষজ্ঞদের মতে, সমন্বিত উদ্যোগ ছাড়া এ সংকট সমাধান সম্ভব নয়। এদিকে আন্তর্জাতিক মহলেও বিষয়টি নিয়ে উদ্বেগ প্রকাশ করা হয়েছে। বিভিন্ন দেশের প্রতিনিধিরা আলোচনার মাধ্যমে সমাধানের পথ খুঁজে বের করার তাগিদ দিয়েছেন। এক বিবৃতিতে বলা হয়, সংশ্লিষ্ট পক্ষগুলোকে সংযম প্রদর্শন করতে হবে এবং মানবিক সহায়তা নিশ্চিত করতে হবে। সংবাদমাধ্যমের খবরে আরও জানা যায়, আগামী সপ্তাহে এ বিষয়ে উচ্চপর্যায়ের বৈঠক অনুষ্ঠিত হওয়ার কথা রয়েছে।: [20, 324, 138, 878]
column-3: [408, 40, 526, 1018]
